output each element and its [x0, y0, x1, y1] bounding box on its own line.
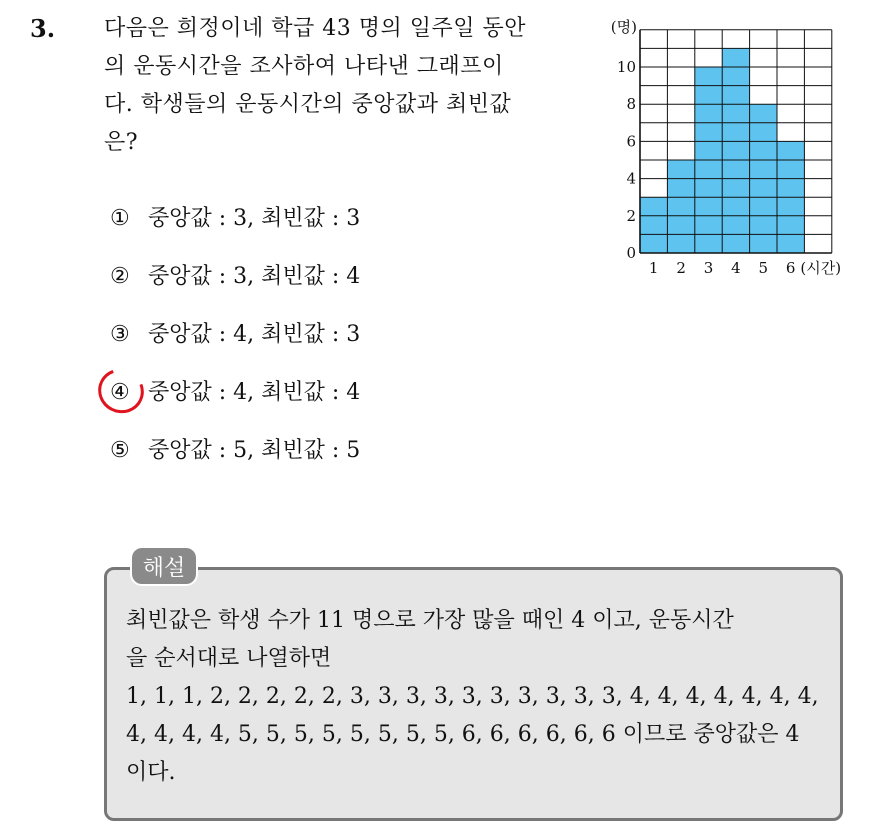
choice-5[interactable]	[110, 432, 360, 490]
y-tick-label: 2	[626, 206, 636, 225]
solution-line: 최빈값은 학생 수가 11 명으로 가장 많을 때인 4 이고, 운동시간	[126, 608, 734, 633]
y-tick-label: 6	[626, 132, 636, 151]
question-text	[104, 10, 584, 162]
x-axis-label: (시간)	[800, 259, 842, 277]
solution-tab: 해설	[130, 546, 198, 586]
choice-number-marked	[110, 374, 148, 412]
histogram-bar	[667, 160, 694, 253]
solution-line: 이다.	[126, 760, 176, 785]
question-line: 은?	[104, 130, 139, 155]
y-tick-label: 4	[626, 169, 636, 188]
y-tick-label: 10	[616, 58, 636, 76]
histogram-bar	[722, 48, 749, 253]
x-tick-label: 5	[758, 259, 769, 277]
question-line: 다. 학생들의 운동시간의 중앙값과 최빈값	[104, 92, 512, 117]
choice-number: ②	[110, 264, 130, 289]
question-line: 의 운동시간을 조사하여 나타낸 그래프이	[104, 54, 504, 79]
choice-4[interactable]	[110, 374, 360, 432]
solution-line: 을 순서대로 나열하면	[126, 646, 332, 671]
x-tick-label: 1	[648, 259, 659, 277]
y-tick-label: 0	[626, 244, 636, 262]
choice-text: 중앙값 : 4, 최빈값 : 4	[148, 380, 361, 405]
solution-text	[126, 602, 836, 792]
histogram-bar	[640, 197, 667, 253]
solution-line: 1, 1, 1, 2, 2, 2, 2, 2, 3, 3, 3, 3, 3, 3, 3, 3, 3, 3, 4, 4, 4, 4, 4, 4, 4,	[126, 684, 819, 709]
choice-3[interactable]	[110, 316, 360, 374]
choice-number: ①	[110, 206, 130, 231]
y-axis-label: (명)	[610, 18, 637, 36]
question-number: 3.	[30, 14, 56, 43]
question-line: 다음은 희정이네 학급 43 명의 일주일 동안	[104, 16, 526, 41]
choice-1[interactable]	[110, 200, 360, 258]
choice-number: ⑤	[110, 438, 130, 463]
choice-number: ④	[110, 380, 130, 405]
choice-text: 중앙값 : 5, 최빈값 : 5	[148, 438, 361, 463]
choice-text: 중앙값 : 3, 최빈값 : 3	[148, 206, 361, 231]
choice-number: ③	[110, 322, 130, 347]
choice-text: 중앙값 : 3, 최빈값 : 4	[148, 264, 361, 289]
solution-line: 4, 4, 4, 4, 5, 5, 5, 5, 5, 5, 5, 5, 6, 6, 6, 6, 6, 6 이므로 중앙값은 4	[126, 722, 800, 747]
choice-2[interactable]	[110, 258, 360, 316]
x-tick-label: 2	[676, 259, 686, 277]
x-tick-label: 4	[731, 259, 741, 277]
histogram-chart	[596, 18, 866, 280]
y-tick-label: 8	[626, 95, 636, 114]
answer-choices	[110, 200, 360, 490]
choice-text: 중앙값 : 4, 최빈값 : 3	[148, 322, 361, 347]
x-tick-label: 6	[785, 259, 796, 277]
x-tick-label: 3	[703, 259, 714, 277]
